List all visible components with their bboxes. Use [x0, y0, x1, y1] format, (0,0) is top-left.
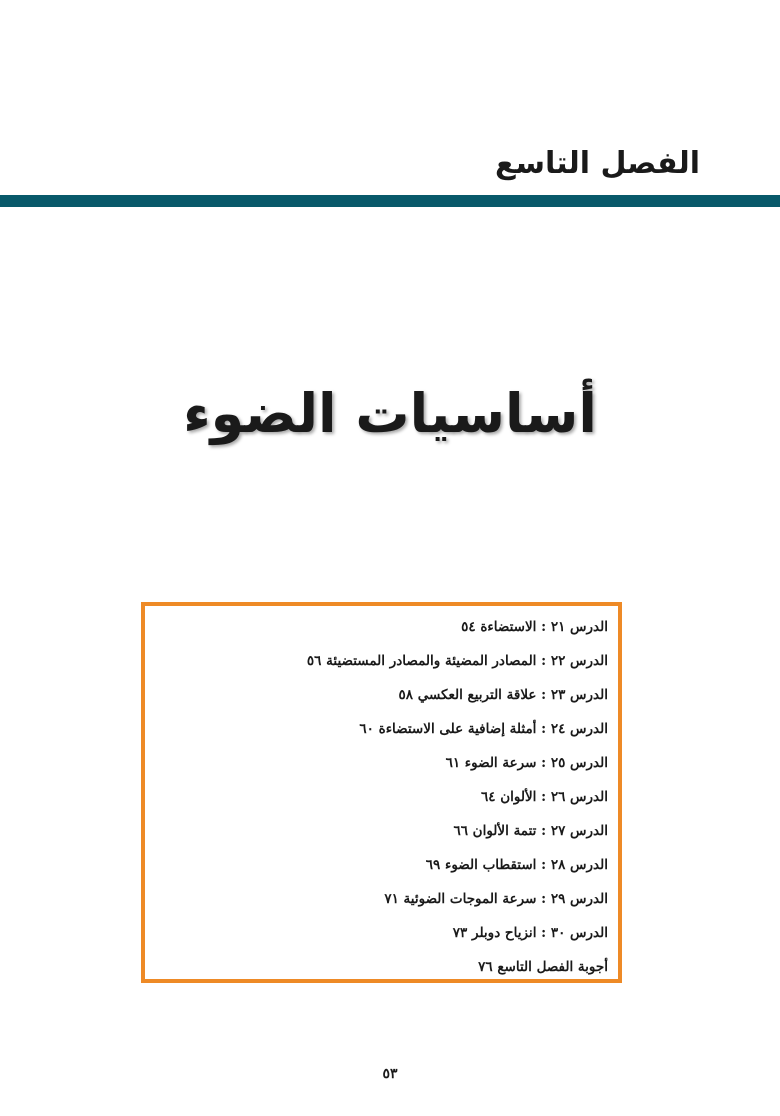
- toc-item-lesson-24[interactable]: الدرس ٢٤ : أمثلة إضافية على الاستضاءة ٦٠: [359, 721, 608, 737]
- toc-item-lesson-29[interactable]: الدرس ٢٩ : سرعة الموجات الضوئية ٧١: [384, 891, 608, 907]
- toc-item-lesson-26[interactable]: الدرس ٢٦ : الألوان ٦٤: [481, 789, 608, 805]
- toc-item-lesson-21[interactable]: الدرس ٢١ : الاستضاءة ٥٤: [461, 619, 608, 635]
- toc-item-lesson-25[interactable]: الدرس ٢٥ : سرعة الضوء ٦١: [445, 755, 608, 771]
- page-title: أساسيات الضوء: [183, 382, 597, 446]
- toc-item-lesson-28[interactable]: الدرس ٢٨ : استقطاب الضوء ٦٩: [425, 857, 608, 873]
- toc-item-lesson-23[interactable]: الدرس ٢٣ : علاقة التربيع العكسي ٥٨: [398, 687, 608, 703]
- page-number: ٥٣: [382, 1066, 398, 1082]
- toc-item-lesson-22[interactable]: الدرس ٢٢ : المصادر المضيئة والمصادر المستضيئة ٥٦: [306, 653, 608, 669]
- table-of-contents: [141, 602, 622, 983]
- toc-item-lesson-27[interactable]: الدرس ٢٧ : تتمة الألوان ٦٦: [453, 823, 608, 839]
- chapter-label: الفصل التاسع: [495, 146, 700, 181]
- header-rule: [0, 195, 780, 207]
- toc-item-lesson-30[interactable]: الدرس ٣٠ : انزياح دوبلر ٧٣: [452, 925, 608, 941]
- toc-item-answers[interactable]: أجوبة الفصل التاسع ٧٦: [478, 959, 608, 975]
- toc-list: [145, 606, 618, 984]
